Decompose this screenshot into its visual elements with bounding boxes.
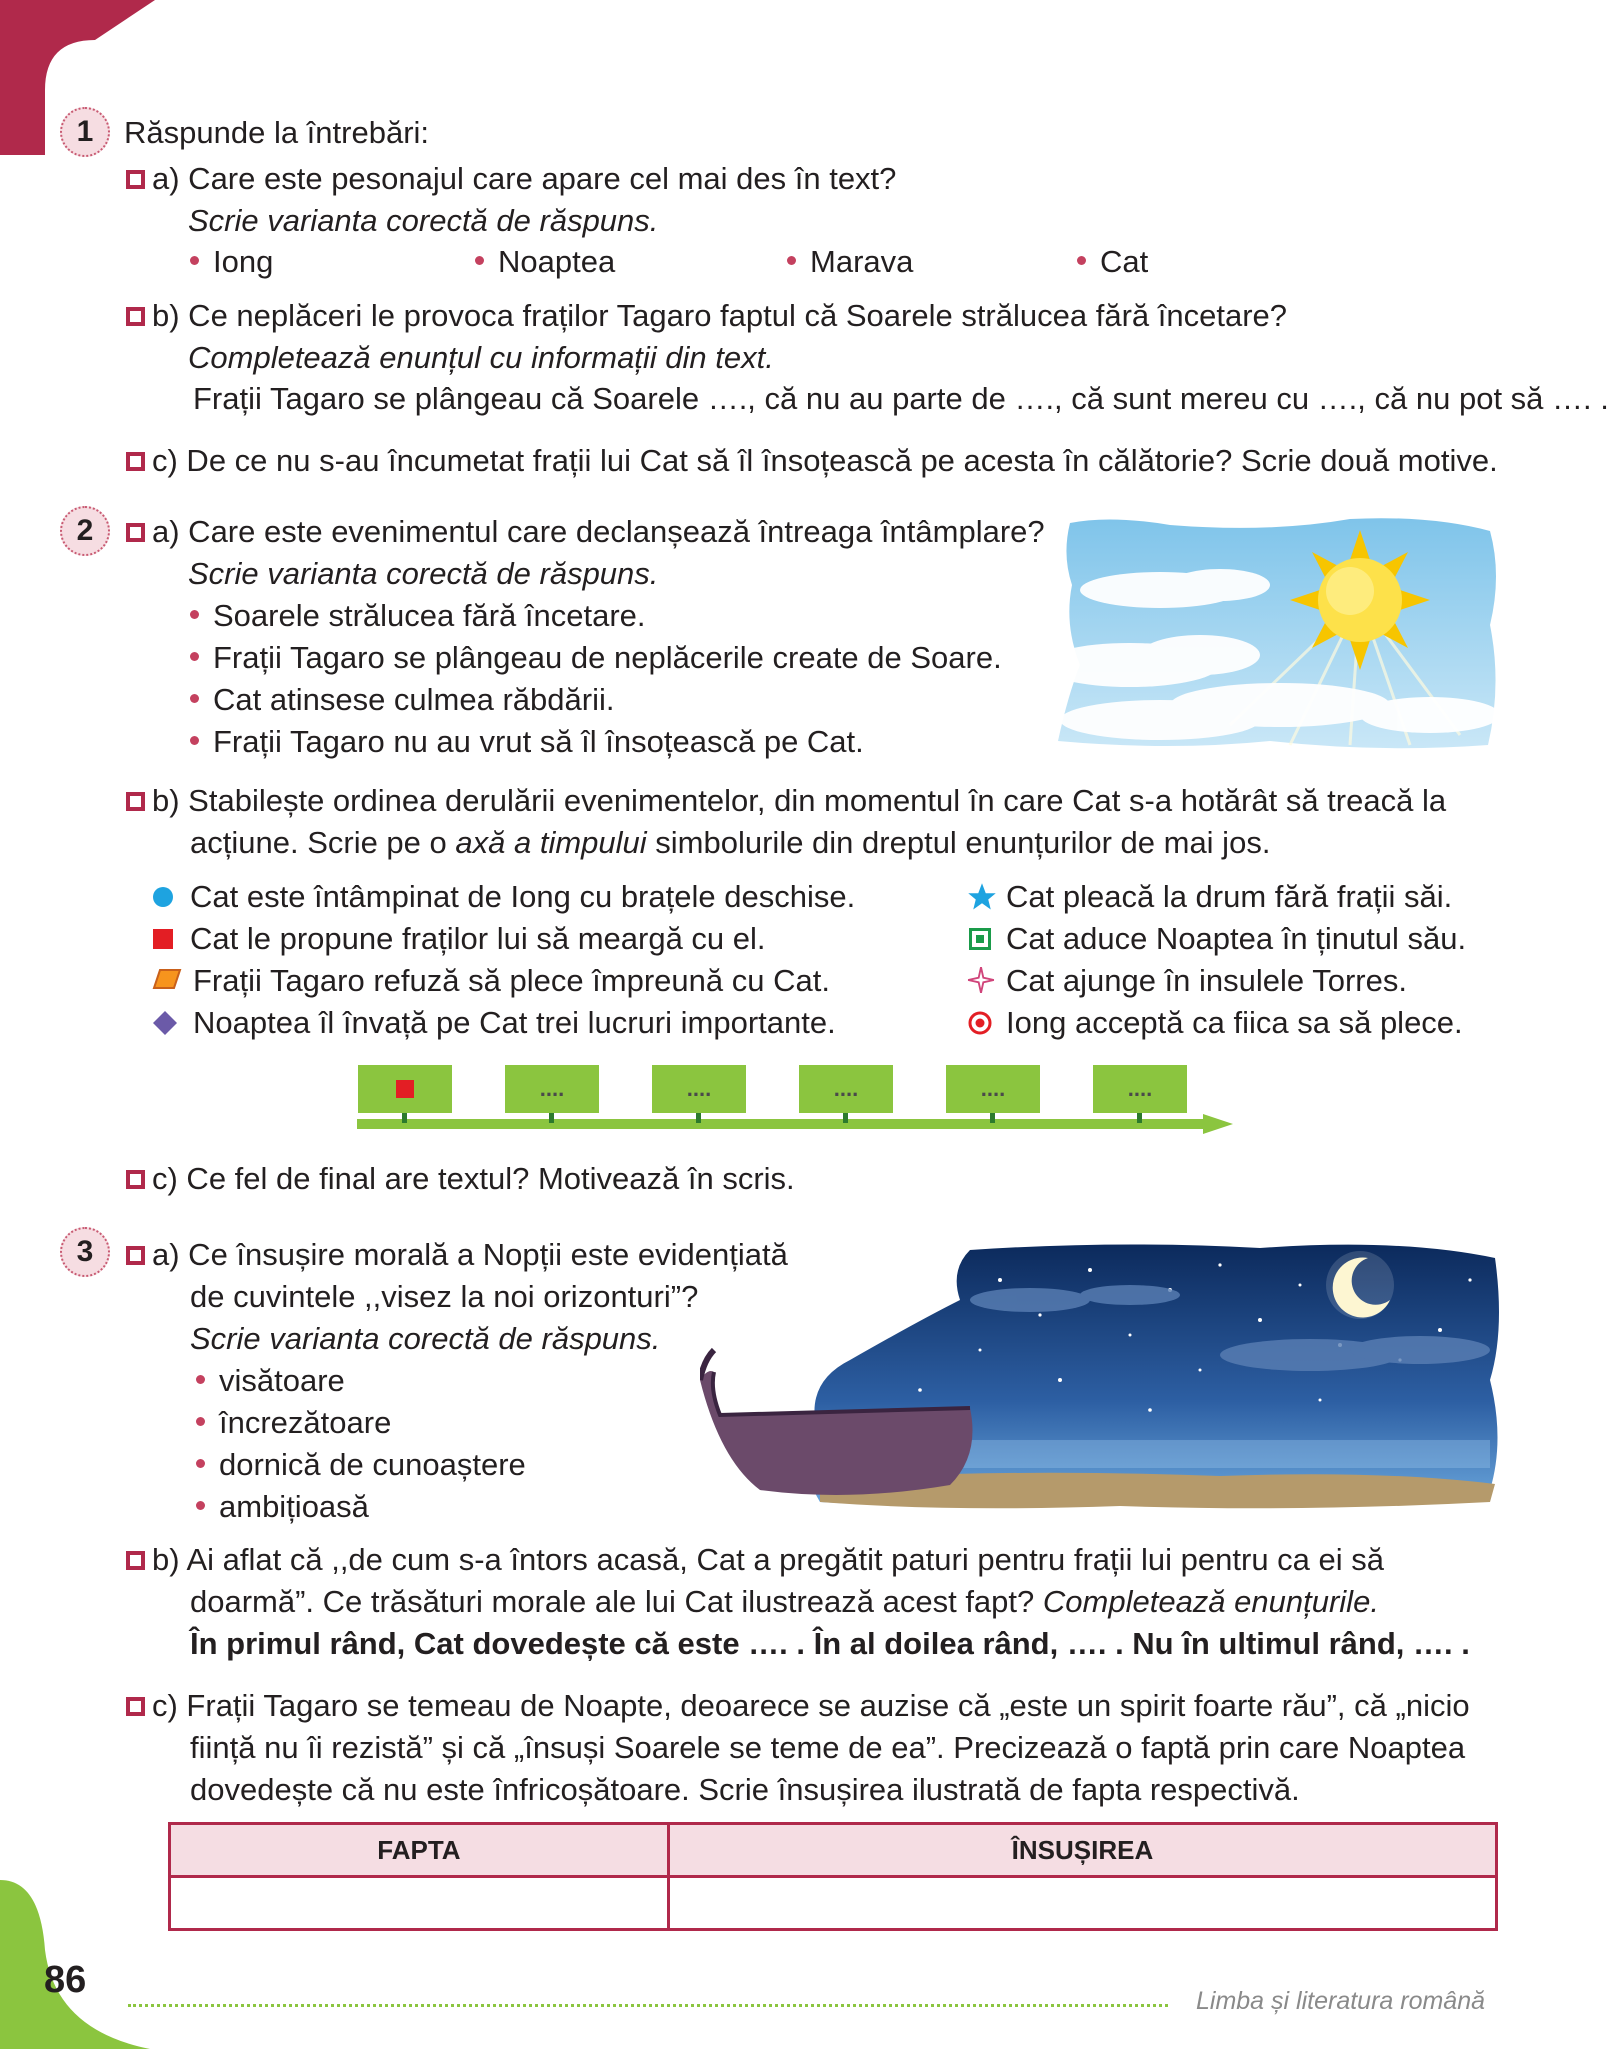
question-3b-line3: În primul rând, Cat dovedește că este …. . În al doilea rând, …. . Nu în ultimul rând, …. . <box>190 1626 1470 1661</box>
checkbox-3a[interactable] <box>126 1246 145 1265</box>
option-2a-1 <box>190 595 646 637</box>
question-2b-line2-emphasis: axă a timpului <box>455 825 647 860</box>
option-3a-3 <box>196 1444 526 1486</box>
checkbox-1c[interactable] <box>126 452 145 471</box>
question-3b-line2 <box>190 1581 1379 1623</box>
checkbox-3c[interactable] <box>126 1697 145 1716</box>
option-3a-2 <box>196 1402 391 1444</box>
question-3-badge: 3 <box>60 1227 110 1277</box>
question-1-title: Răspunde la întrebări: <box>124 115 430 150</box>
question-1c-text: c) De ce nu s-au încumetat frații lui Cat să îl însoțească pe acesta în călătorie? Scrie două motive. <box>152 443 1498 478</box>
timeline-slot-2[interactable]: .... <box>505 1065 599 1113</box>
timeline-axis <box>355 1112 1235 1136</box>
bullet-icon <box>196 1375 205 1384</box>
question-2b-line2-end: simbolurile din dreptul enunțurilor de mai jos. <box>646 825 1271 860</box>
question-3c-line1: c) Frații Tagaro se temeau de Noapte, deoarece se auzise că „este un spirit foarte rău”, că „nicio <box>152 1688 1470 1723</box>
bullet-icon <box>190 736 199 745</box>
question-1a-instruction: Scrie varianta corectă de răspuns. <box>188 203 659 238</box>
checkbox-1b[interactable] <box>126 307 145 326</box>
green-square-icon <box>969 928 991 950</box>
timeline-slot-6[interactable]: .... <box>1093 1065 1187 1113</box>
option-label: Frații Tagaro se plângeau de neplăcerile create de Soare. <box>213 640 1002 675</box>
question-1b-instruction: Completează enunțul cu informații din text. <box>188 340 774 375</box>
bullet-icon <box>190 652 199 661</box>
checkbox-2b[interactable] <box>126 792 145 811</box>
option-label: Frații Tagaro nu au vrut să îl însoțească pe Cat. <box>213 724 864 759</box>
option-label: visătoare <box>219 1363 345 1398</box>
bullet-icon <box>1077 256 1086 265</box>
event-left-1: Cat este întâmpinat de Iong cu brațele deschise. <box>190 879 856 914</box>
red-square-icon <box>396 1080 414 1098</box>
option-label: încrezătoare <box>219 1405 392 1440</box>
bullet-icon <box>196 1459 205 1468</box>
bullet-icon <box>190 256 199 265</box>
table-cell-fapta[interactable] <box>170 1877 669 1930</box>
timeline-slot-1[interactable] <box>358 1065 452 1113</box>
event-right-3: Cat ajunge în insulele Torres. <box>1006 963 1407 998</box>
option-label: Cat <box>1100 244 1149 279</box>
question-1b-text: b) Ce neplăceri le provoca fraților Tagaro faptul că Soarele strălucea fără încetare? <box>152 298 1287 333</box>
option-1a-2 <box>475 241 615 283</box>
table-cell-insusirea[interactable] <box>668 1877 1496 1930</box>
answer-table <box>168 1822 1498 1931</box>
footer-divider <box>128 2004 1168 2007</box>
option-1a-4 <box>1077 241 1148 283</box>
pink-sparkle-icon <box>967 966 995 994</box>
option-label: ambițioasă <box>219 1489 369 1524</box>
option-3a-4 <box>196 1486 369 1528</box>
timeline-tick <box>990 1113 995 1123</box>
timeline-slot-4[interactable]: .... <box>799 1065 893 1113</box>
orange-parallelogram-icon <box>152 968 182 990</box>
bullet-icon <box>190 694 199 703</box>
option-1a-1 <box>190 241 273 283</box>
bullet-icon <box>787 256 796 265</box>
event-right-2: Cat aduce Noaptea în ținutul său. <box>1006 921 1467 956</box>
option-label: Soarele strălucea fără încetare. <box>213 598 646 633</box>
question-3a-instruction: Scrie varianta corectă de răspuns. <box>190 1321 661 1356</box>
checkbox-3b[interactable] <box>126 1551 145 1570</box>
blue-star-icon <box>967 882 997 912</box>
event-left-2: Cat le propune fraților lui să meargă cu el. <box>190 921 766 956</box>
table-header-fapta: FAPTA <box>170 1824 669 1877</box>
bullet-icon <box>196 1501 205 1510</box>
timeline-tick <box>549 1113 554 1123</box>
bullet-icon <box>475 256 484 265</box>
question-3b-line1: b) Ai aflat că ,,de cum s-a întors acasă, Cat a pregătit paturi pentru frații lui pentru ca ei să <box>152 1542 1385 1577</box>
checkbox-1a[interactable] <box>126 170 145 189</box>
footer-title: Limba și literatura română <box>1196 1987 1486 2015</box>
question-2b-line2 <box>190 822 1270 864</box>
question-3c-line3: dovedește că nu este înfricoșătoare. Scrie însușirea ilustrată de fapta respectivă. <box>190 1772 1300 1807</box>
table-header-insusirea: ÎNSUȘIREA <box>668 1824 1496 1877</box>
option-label: Noaptea <box>498 244 616 279</box>
question-3a-line2: de cuvintele ,,visez la noi orizonturi”? <box>190 1279 699 1314</box>
question-3c-line2: ființă nu îi rezistă” și că „însuși Soarele se teme de ea”. Precizează o faptă prin care Noaptea <box>190 1730 1466 1765</box>
checkbox-2c[interactable] <box>126 1170 145 1189</box>
option-2a-4 <box>190 721 864 763</box>
bullet-icon <box>190 610 199 619</box>
timeline-tick <box>696 1113 701 1123</box>
page-number: 86 <box>44 1959 87 2001</box>
timeline-slot-5[interactable]: .... <box>946 1065 1040 1113</box>
option-label: Cat atinsese culmea răbdării. <box>213 682 615 717</box>
timeline-tick <box>1137 1113 1142 1123</box>
option-2a-2 <box>190 637 1002 679</box>
sun-sky-illustration <box>1050 515 1500 753</box>
event-left-3: Frații Tagaro refuză să plece împreună cu Cat. <box>193 963 830 998</box>
option-3a-1 <box>196 1360 345 1402</box>
timeline-tick <box>402 1113 407 1123</box>
bullet-icon <box>196 1417 205 1426</box>
night-boat-illustration <box>700 1240 1505 1520</box>
question-3b-line2-text: doarmă”. Ce trăsături morale ale lui Cat ilustrează acest fapt? <box>190 1584 1043 1619</box>
question-2a-text: a) Care este evenimentul care declanșează întreaga întâmplare? <box>152 514 1045 549</box>
question-1a-text: a) Care este pesonajul care apare cel mai des în text? <box>152 161 897 196</box>
question-2b-line1: b) Stabilește ordinea derulării evenimentelor, din momentul în care Cat s-a hotărât să treacă la <box>152 783 1447 818</box>
question-2c-text: c) Ce fel de final are textul? Motivează în scris. <box>152 1161 795 1196</box>
question-3b-line2-emphasis: Completează enunțurile. <box>1042 1584 1379 1619</box>
question-3a-line1: a) Ce însușire morală a Nopții este evidențiată <box>152 1237 788 1272</box>
question-1b-sentence: Frații Tagaro se plângeau că Soarele …., că nu au parte de …., că sunt mereu cu …., că nu pot să …. . <box>193 381 1609 416</box>
question-2a-instruction: Scrie varianta corectă de răspuns. <box>188 556 659 591</box>
question-2b-line2-text: acțiune. Scrie pe o <box>190 825 456 860</box>
option-label: Iong <box>213 244 274 279</box>
checkbox-2a[interactable] <box>126 523 145 542</box>
red-target-icon <box>967 1010 993 1036</box>
option-label: Marava <box>810 244 914 279</box>
question-1-badge: 1 <box>60 107 110 157</box>
question-2-badge: 2 <box>60 506 110 556</box>
event-right-1: Cat pleacă la drum fără frații săi. <box>1006 879 1453 914</box>
blue-circle-icon <box>153 887 173 907</box>
option-label: dornică de cunoaștere <box>219 1447 526 1482</box>
timeline-tick <box>843 1113 848 1123</box>
option-2a-3 <box>190 679 614 721</box>
option-1a-3 <box>787 241 913 283</box>
event-left-4: Noaptea îl învață pe Cat trei lucruri importante. <box>193 1005 836 1040</box>
timeline-slot-3[interactable]: .... <box>652 1065 746 1113</box>
event-right-4: Iong acceptă ca fiica sa să plece. <box>1006 1005 1463 1040</box>
purple-diamond-icon <box>152 1010 178 1036</box>
red-square-icon <box>153 929 173 949</box>
